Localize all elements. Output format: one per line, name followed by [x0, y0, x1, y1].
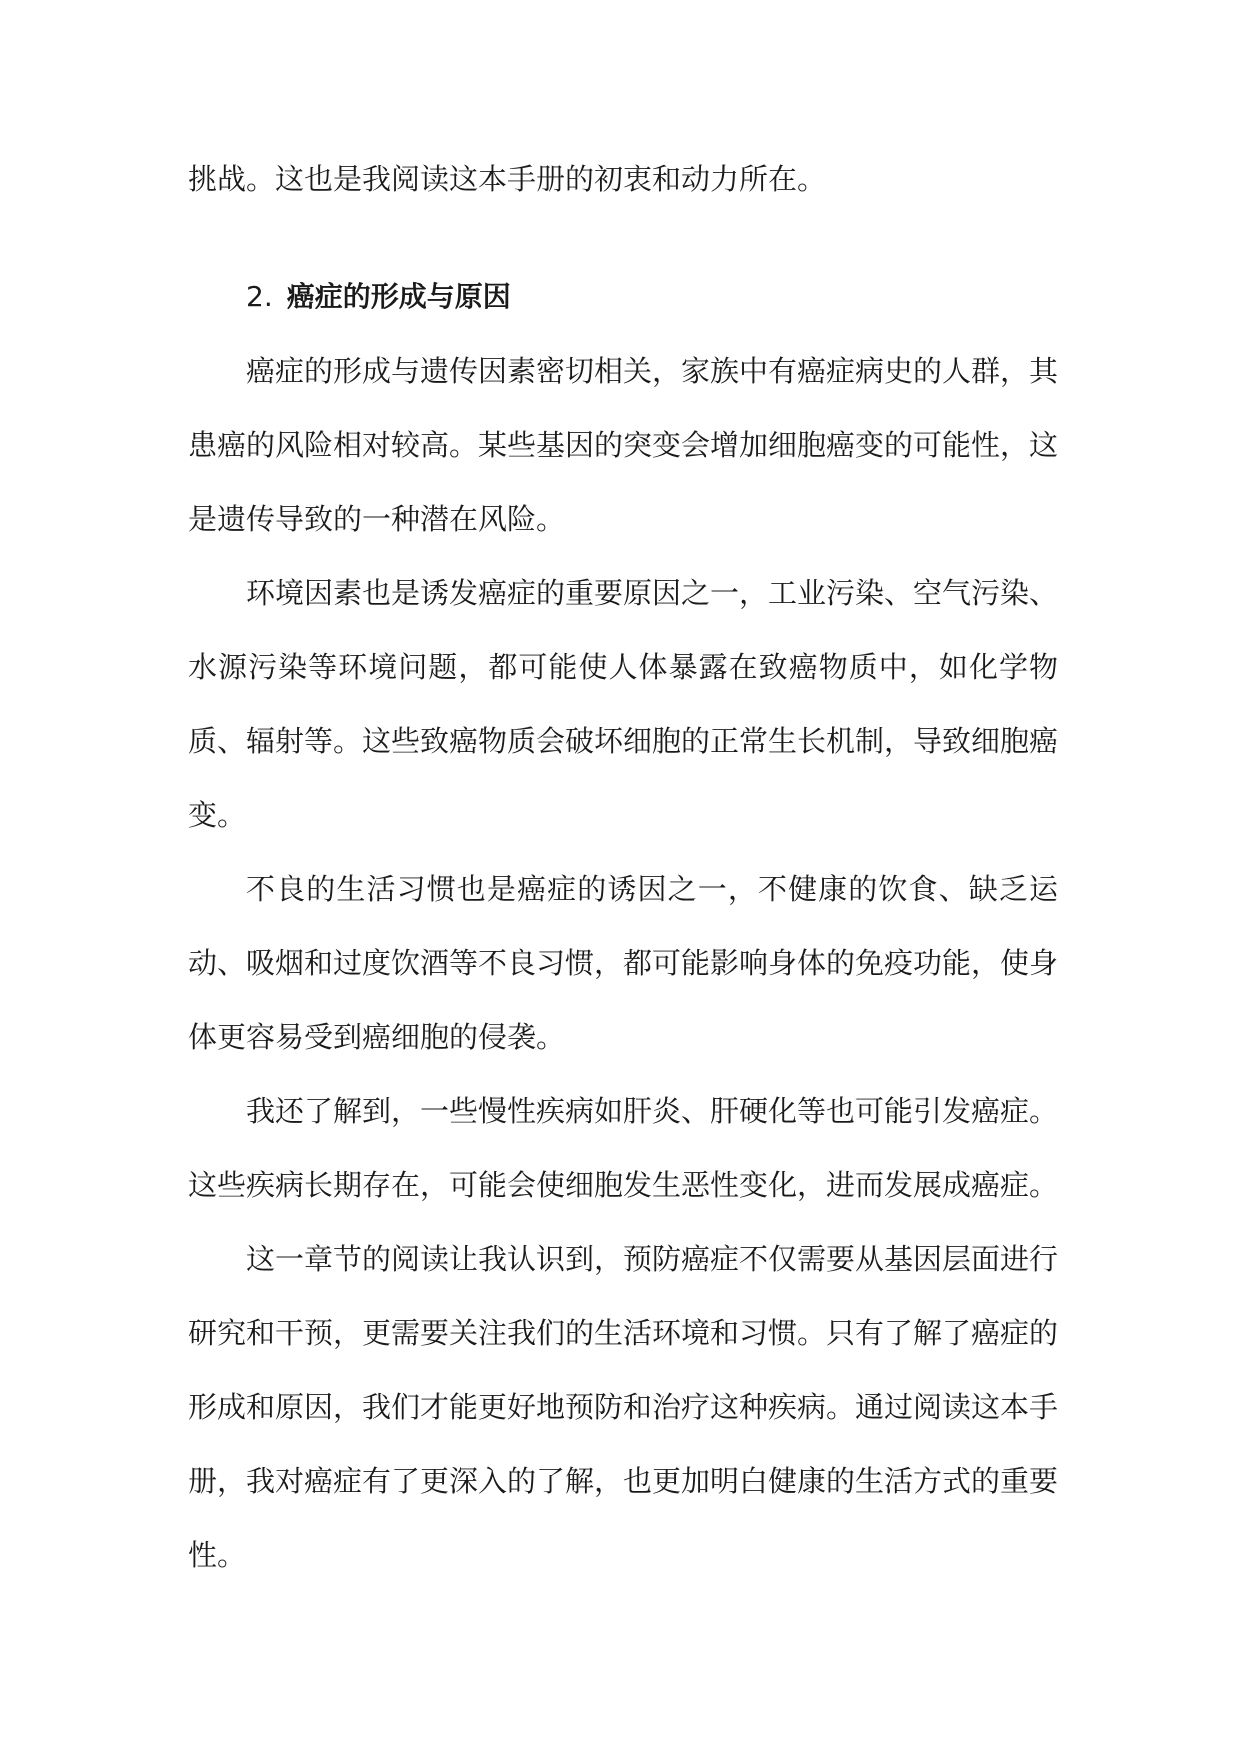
paragraph-genetics: 癌症的形成与遗传因素密切相关，家族中有癌症病史的人群，其患癌的风险相对较高。某些基因的突变会增加细胞癌变的可能性，这是遗传导致的一种潜在风险。 — [188, 354, 1059, 536]
paragraph-lifestyle: 不良的生活习惯也是癌症的诱因之一，不健康的饮食、缺乏运动、吸烟和过度饮酒等不良习惯，都可能影响身体的免疫功能，使身体更容易受到癌细胞的侵袭。 — [188, 872, 1059, 1054]
paragraph-conclusion: 这一章节的阅读让我认识到，预防癌症不仅需要从基因层面进行研究和干预，更需要关注我们的生活环境和习惯。只有了解了癌症的形成和原因，我们才能更好地预防和治疗这种疾病。通过阅读这本手册，我对癌症有了更深入的了解，也更加明白健康的生活方式的重要性。 — [188, 1242, 1059, 1572]
page-content — [188, 142, 1058, 1592]
section-heading — [188, 260, 1058, 334]
section-title: 癌症的形成与原因 — [286, 280, 511, 313]
paragraph-environment: 环境因素也是诱发癌症的重要原因之一，工业污染、空气污染、水源污染等环境问题，都可能使人体暴露在致癌物质中，如化学物质、辐射等。这些致癌物质会破坏细胞的正常生长机制，导致细胞癌变。 — [188, 576, 1059, 832]
paragraph-chronic-disease: 我还了解到，一些慢性疾病如肝炎、肝硬化等也可能引发癌症。这些疾病长期存在，可能会使细胞发生恶性变化，进而发展成癌症。 — [188, 1094, 1059, 1202]
section-number: 2. — [246, 280, 273, 313]
continuation-paragraph: 挑战。这也是我阅读这本手册的初衷和动力所在。 — [188, 162, 827, 196]
